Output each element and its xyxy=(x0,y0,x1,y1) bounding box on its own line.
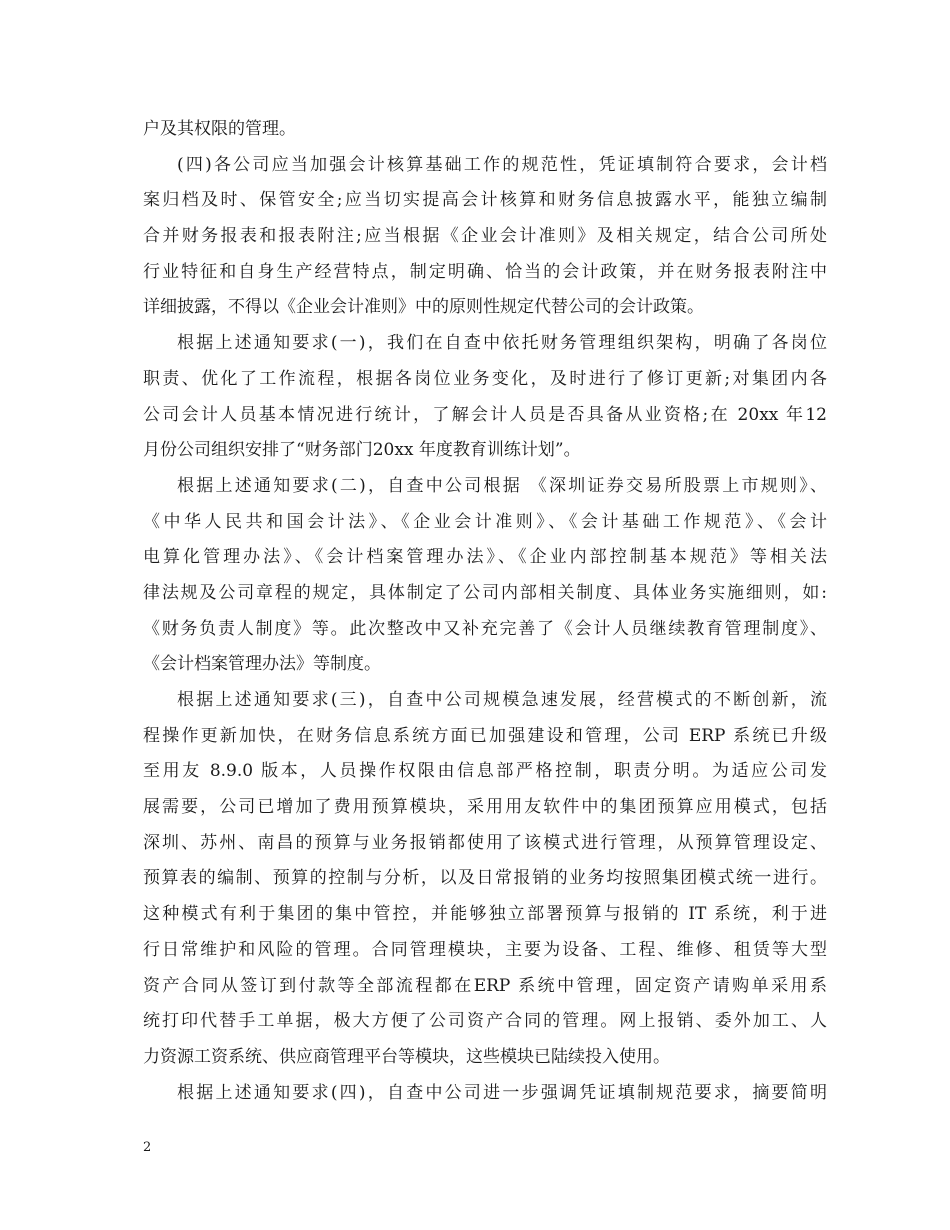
text-line: 行日常维护和风险的管理。合同管理模块，主要为设备、工程、维修、租赁等大型 xyxy=(143,939,827,960)
text-line: 预算表的编制、预算的控制与分析，以及日常报销的业务均按照集团模式统一进行。 xyxy=(143,868,827,889)
text-line: 电算化管理办法》、《会计档案管理办法》、《企业内部控制基本规范》等相关法 xyxy=(143,547,827,568)
text-line: 统打印代替手工单据，极大方便了公司资产合同的管理。网上报销、委外加工、人 xyxy=(143,1011,827,1032)
text-line: 行业特征和自身生产经营特点，制定明确、恰当的会计政策，并在财务报表附注中 xyxy=(143,261,827,282)
text-line: 《会计档案管理办法》等制度。 xyxy=(143,654,381,675)
text-line: 《财务负责人制度》等。此次整改中又补充完善了《会计人员继续教育管理制度》、 xyxy=(143,618,827,639)
text-line: 职责、优化了工作流程，根据各岗位业务变化，及时进行了修订更新;对集团内各 xyxy=(143,368,827,389)
page-number: 2 xyxy=(143,1140,152,1155)
text-line: 根据上述通知要求(二)，自查中公司根据 《深圳证券交易所股票上市规则》、 xyxy=(177,475,827,496)
text-line: 展需要，公司已增加了费用预算模块，采用用友软件中的集团预算应用模式，包括 xyxy=(143,797,827,818)
text-line: 详细披露，不得以《企业会计准则》中的原则性规定代替公司的会计政策。 xyxy=(143,297,704,318)
text-line: 资产合同从签订到付款等全部流程都在ERP 系统中管理，固定资产请购单采用系 xyxy=(143,975,827,996)
text-line: 律法规及公司章程的规定，具体制定了公司内部相关制度、具体业务实施细则，如: xyxy=(143,582,827,603)
text-line: 这种模式有利于集团的集中管控，并能够独立部署预算与报销的 IT 系统，利于进 xyxy=(143,904,827,925)
text-line: 力资源工资系统、供应商管理平台等模块，这些模块已陆续投入使用。 xyxy=(143,1046,670,1067)
text-line: 深圳、苏州、南昌的预算与业务报销都使用了该模式进行管理，从预算管理设定、 xyxy=(143,832,827,853)
text-line: 合并财务报表和报表附注;应当根据《企业会计准则》及相关规定，结合公司所处 xyxy=(143,226,827,247)
text-line: 《中华人民共和国会计法》、《企业会计准则》、《会计基础工作规范》、《会计 xyxy=(143,511,827,532)
text-line: 至用友 8.9.0 版本，人员操作权限由信息部严格控制，职责分明。为适应公司发 xyxy=(143,761,827,782)
text-line: 根据上述通知要求(一)，我们在自查中依托财务管理组织架构，明确了各岗位 xyxy=(177,333,827,354)
text-line: (四)各公司应当加强会计核算基础工作的规范性，凭证填制符合要求，会计档 xyxy=(177,154,827,175)
text-line: 户及其权限的管理。 xyxy=(143,119,296,139)
document-body xyxy=(143,112,827,1111)
text-line: 公司会计人员基本情况进行统计，了解会计人员是否具备从业资格;在 20xx 年12 xyxy=(143,404,827,425)
text-line: 案归档及时、保管安全;应当切实提高会计核算和财务信息披露水平，能独立编制 xyxy=(143,190,827,211)
text-line: 月份公司组织安排了“财务部门20xx 年度教育训练计划”。 xyxy=(143,440,581,461)
text-line: 根据上述通知要求(三)，自查中公司规模急速发展，经营模式的不断创新，流 xyxy=(177,690,827,710)
text-line: 根据上述通知要求(四)，自查中公司进一步强调凭证填制规范要求，摘要简明 xyxy=(177,1082,827,1103)
text-line: 程操作更新加快，在财务信息系统方面已加强建设和管理，公司 ERP 系统已升级 xyxy=(143,725,827,746)
